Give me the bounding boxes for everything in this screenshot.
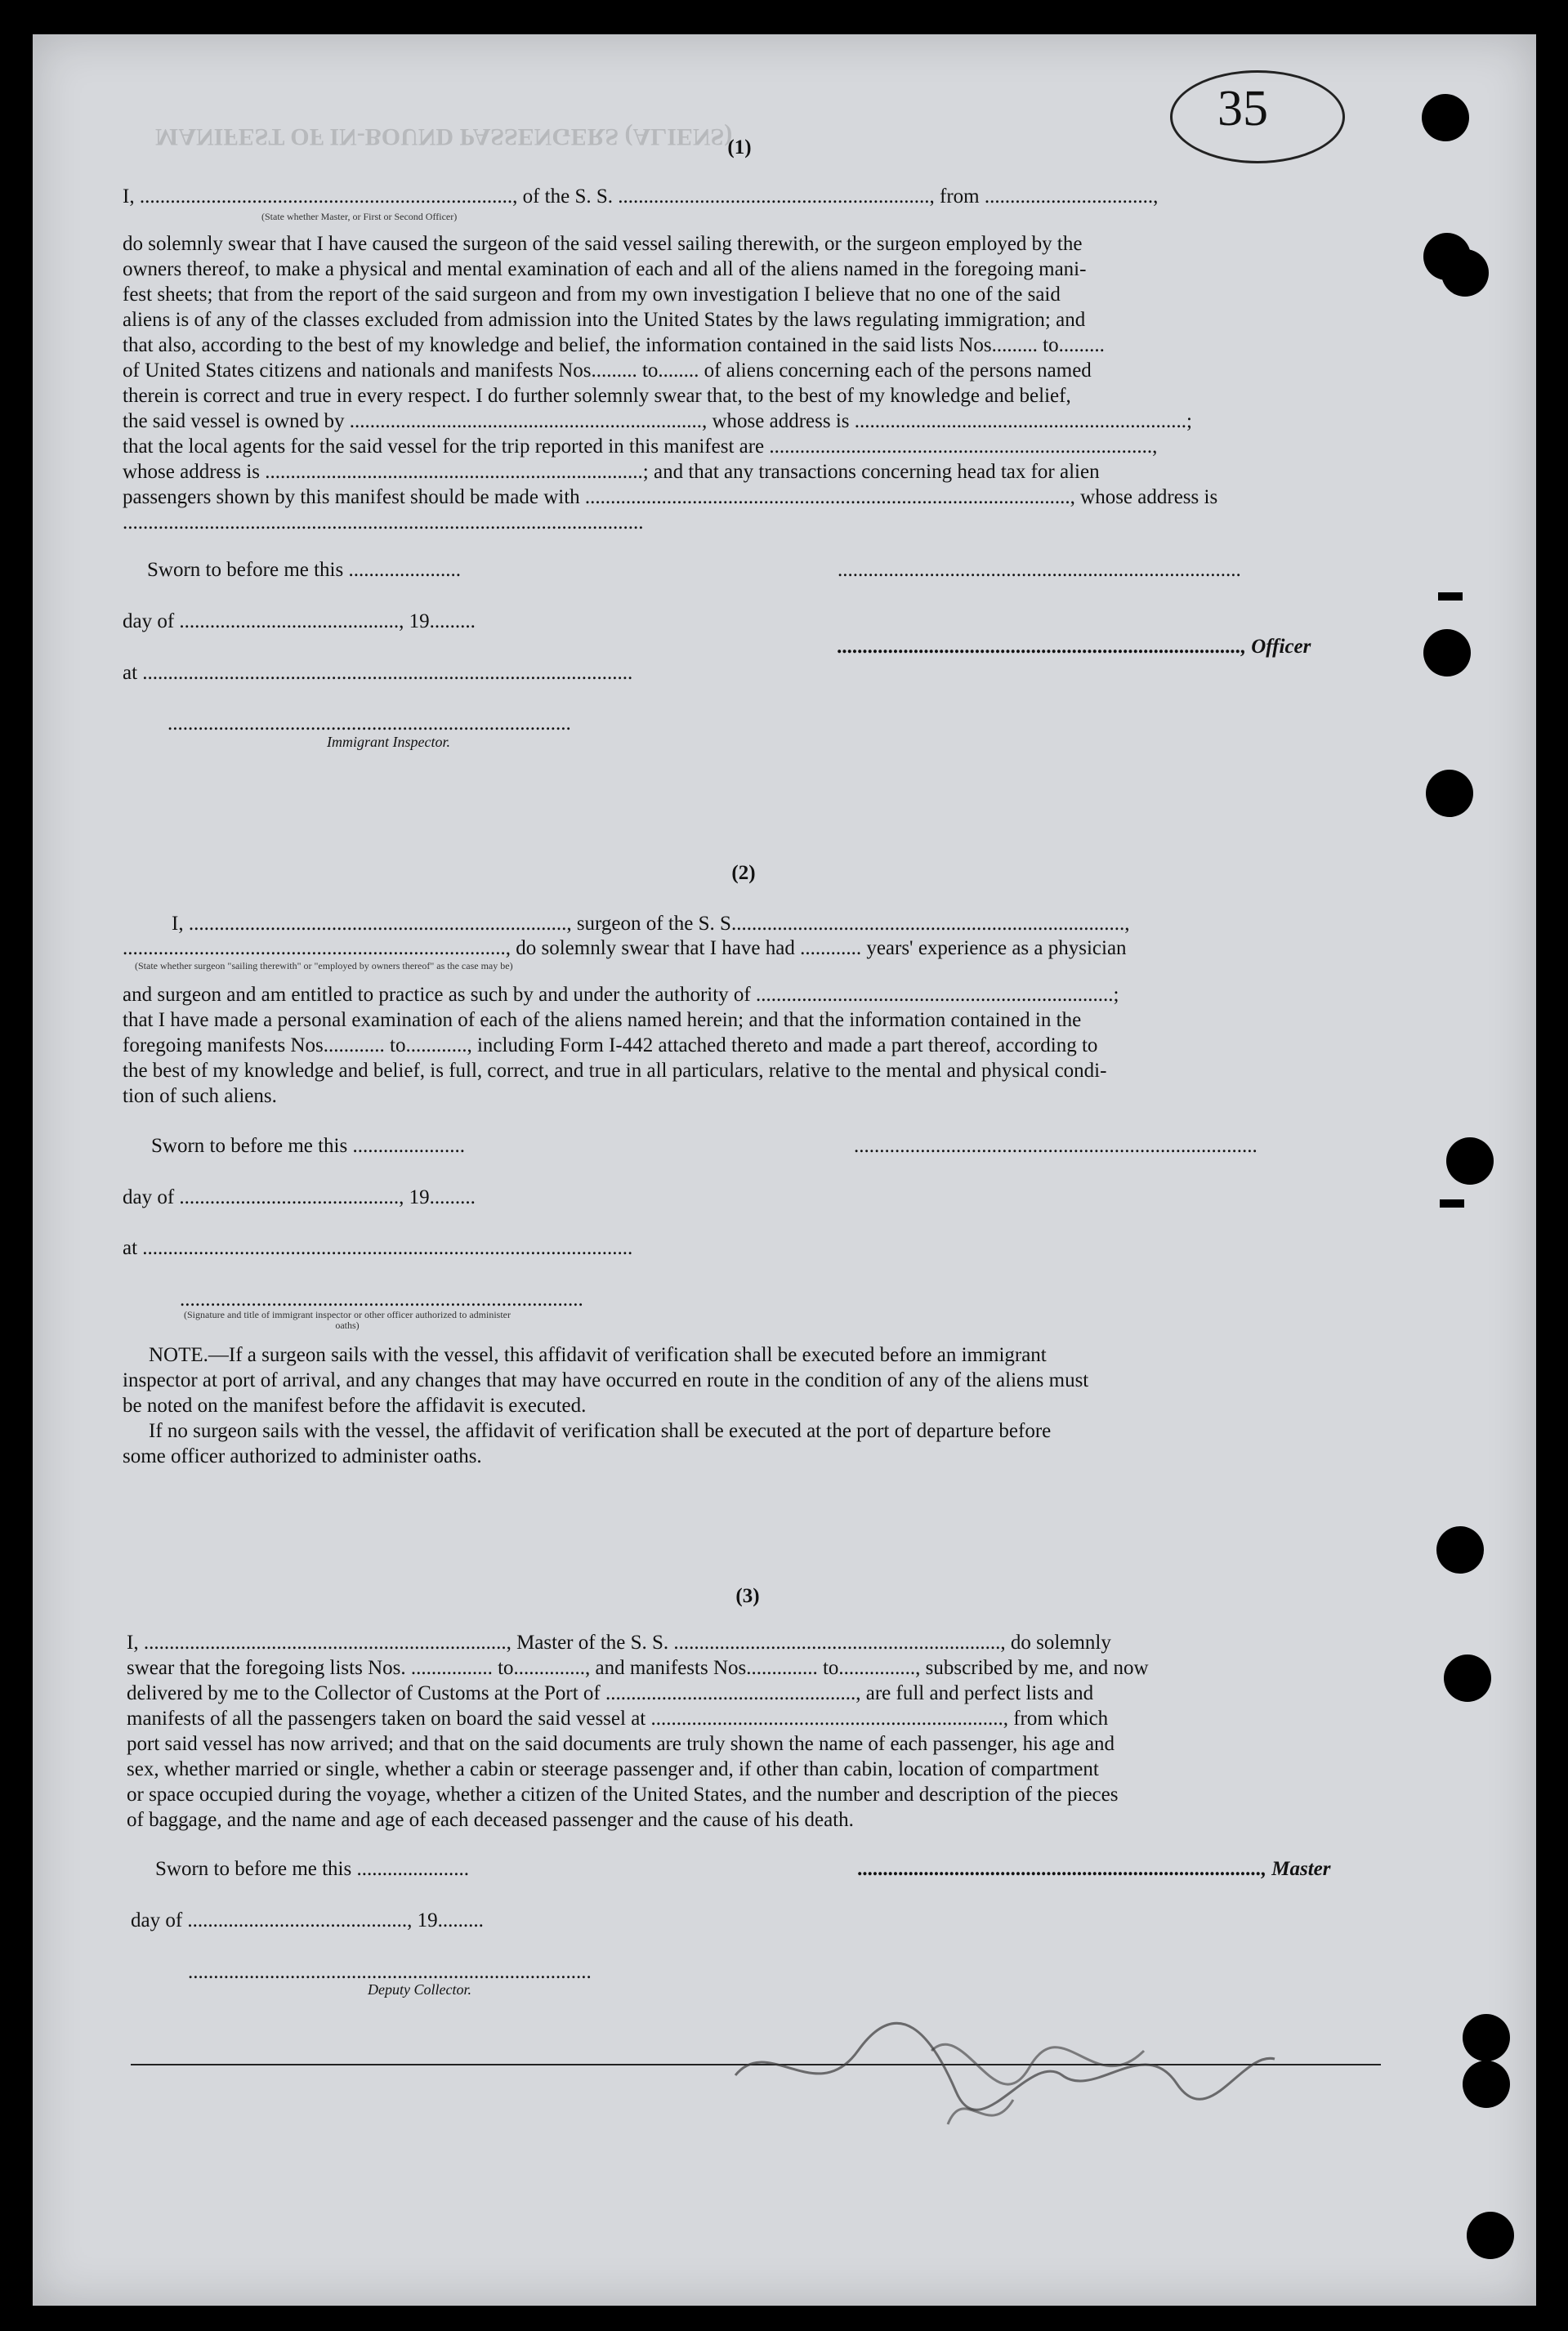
punch-hole	[1426, 770, 1473, 817]
section-2-body	[123, 982, 1381, 1109]
section-3-heading: (3)	[735, 1585, 760, 1607]
section-3-line: swear that the foregoing lists Nos. ................ to.............., and manifests Nos.............. to..............., subscribed by me, and now	[127, 1657, 1149, 1679]
punch-hole	[1423, 629, 1471, 677]
day-of-line-1: day of ..........................................., 19.........	[123, 610, 476, 632]
punch-hole	[1422, 94, 1469, 141]
section-1-heading: (1)	[727, 136, 752, 159]
section-3-line: manifests of all the passengers taken on board the said vessel at ....................................................................., from which	[127, 1708, 1109, 1730]
section-1-line: of United States citizens and nationals and manifests Nos......... to........ of aliens concerning each of the persons named	[123, 359, 1092, 382]
section-2-heading: (2)	[731, 862, 756, 884]
section-3-line: or space occupied during the voyage, whether a citizen of the United States, and the number and description of the pieces	[127, 1784, 1119, 1806]
section-2-line: and surgeon and am entitled to practice as such by and under the authority of ......................................................................;	[123, 984, 1119, 1006]
punch-hole	[1441, 249, 1489, 297]
section-1-line1: I, ........................................................................., of the S. S. ............................................................., from .................................,	[123, 185, 1159, 208]
section-1-line: whose address is ..........................................................................; and that any transactions concerning head tax for alien	[123, 461, 1100, 483]
section-2-line: foregoing manifests Nos............ to............, including Form I-442 attached thereto and made a part thereof, according to	[123, 1034, 1098, 1056]
section-3-line: delivered by me to the Collector of Customs at the Port of ................................................., are full and perfect lists and	[127, 1682, 1094, 1704]
signature-line-2: ...............................................................................	[854, 1135, 1258, 1157]
section-1-line: passengers shown by this manifest should be made with ..............................................................................................., whose address is	[123, 486, 1218, 508]
master-line: ..............................................................................., Master	[858, 1858, 1331, 1880]
punch-hole	[1467, 2212, 1514, 2259]
bleed-through-header: MANIFEST OF IN-BOUND PASSENGERS (ALIENS)	[155, 123, 733, 150]
punch-mark	[1438, 592, 1463, 601]
note-line: inspector at port of arrival, and any changes that may have occurred en route in the condition of any of the aliens must	[123, 1369, 1089, 1391]
section-3-body	[127, 1630, 1385, 1833]
note-line: NOTE.—If a surgeon sails with the vessel, this affidavit of verification shall be executed before an immigrant	[149, 1344, 1047, 1366]
punch-hole	[1436, 1526, 1484, 1574]
section-1-line: aliens is of any of the classes excluded from admission into the United States by the laws regulating immigration; and	[123, 309, 1086, 331]
note-line: be noted on the manifest before the affidavit is executed.	[123, 1395, 587, 1417]
page-number: 35	[1217, 81, 1268, 136]
section-3-line: sex, whether married or single, whether a cabin or steerage passenger and, if other than cabin, location of compartment	[127, 1758, 1099, 1780]
at-line-2: at ................................................................................................	[123, 1237, 633, 1259]
punch-hole	[1463, 2014, 1510, 2061]
inspector-caption-2: (Signature and title of immigrant inspector or other officer authorized to administer oaths)	[184, 1309, 511, 1331]
inspector-line-1: ...............................................................................	[168, 712, 571, 735]
officer-line: ..............................................................................., Officer	[838, 636, 1311, 658]
section-1-line: ......................................................................................................	[123, 511, 644, 534]
section-2-line: the best of my knowledge and belief, is full, correct, and true in all particulars, relative to the mental and physical condi-	[123, 1060, 1107, 1082]
sworn-to-before-1: Sworn to before me this ......................	[147, 559, 461, 581]
day-of-line-2: day of ..........................................., 19.........	[123, 1186, 476, 1208]
section-1-line: the said vessel is owned by ....................................................................., whose address is .................................................................;	[123, 410, 1192, 432]
day-of-line-3: day of ..........................................., 19.........	[131, 1909, 484, 1931]
section-3-line: of baggage, and the name and age of each deceased passenger and the cause of his death.	[127, 1809, 854, 1831]
sworn-to-before-2: Sworn to before me this ......................	[151, 1135, 465, 1157]
at-line-1: at ................................................................................................	[123, 662, 633, 684]
section-1-line: therein is correct and true in every respect. I do further solemnly swear that, to the best of my knowledge and belief,	[123, 385, 1071, 407]
section-1-line: that also, according to the best of my knowledge and belief, the information contained in the said lists Nos......... to.........	[123, 334, 1105, 356]
punch-mark	[1440, 1199, 1464, 1208]
section-2-line: tion of such aliens.	[123, 1085, 277, 1107]
inspector-caption-1: Immigrant Inspector.	[327, 734, 450, 750]
section-2-line: that I have made a personal examination of each of the aliens named herein; and that the information contained in the	[123, 1009, 1082, 1031]
section-1-line: that the local agents for the said vessel for the trip reported in this manifest are ...........................................................................,	[123, 435, 1158, 458]
section-3-line: I, ......................................................................., Master of the S. S. ................................................................, do solemnly	[127, 1632, 1111, 1654]
punch-hole	[1446, 1137, 1494, 1185]
handwritten-scribble	[719, 2002, 1291, 2149]
note-paragraph	[123, 1342, 1381, 1469]
inspector-line-2: ...............................................................................	[180, 1288, 583, 1311]
section-1-line: owners thereof, to make a physical and mental examination of each and all of the aliens named in the foregoing mani-	[123, 258, 1087, 280]
collector-caption: Deputy Collector.	[368, 1981, 471, 1998]
section-1-line: do solemnly swear that I have caused the surgeon of the said vessel sailing therewith, or the surgeon employed by the	[123, 233, 1083, 255]
punch-hole	[1444, 1654, 1491, 1702]
section-1-line: fest sheets; that from the report of the said surgeon and from my own investigation I believe that no one of the said	[123, 284, 1061, 306]
note-line: some officer authorized to administer oaths.	[123, 1445, 482, 1467]
section-1-body	[123, 231, 1381, 535]
section-2-caption: (State whether surgeon "sailing therewith" or "employed by owners thereof" as the case may be)	[135, 960, 513, 971]
signature-line-1: ...............................................................................	[838, 559, 1241, 581]
section-2-line2: ..........................................................................., do solemnly swear that I have had ............ years' experience as a physician	[123, 937, 1127, 959]
note-line: If no surgeon sails with the vessel, the affidavit of verification shall be executed at the port of departure before	[149, 1420, 1052, 1442]
punch-hole	[1463, 2061, 1510, 2108]
sworn-to-before-3: Sworn to before me this ......................	[155, 1858, 469, 1880]
collector-line: ...............................................................................	[188, 1961, 592, 1983]
section-2-line1: I, .........................................................................., surgeon of the S. S.............................................................................,	[172, 913, 1130, 935]
section-1-caption: (State whether Master, or First or Second Officer)	[261, 211, 458, 222]
section-3-line: port said vessel has now arrived; and that on the said documents are truly shown the name of each passenger, his age and	[127, 1733, 1115, 1755]
